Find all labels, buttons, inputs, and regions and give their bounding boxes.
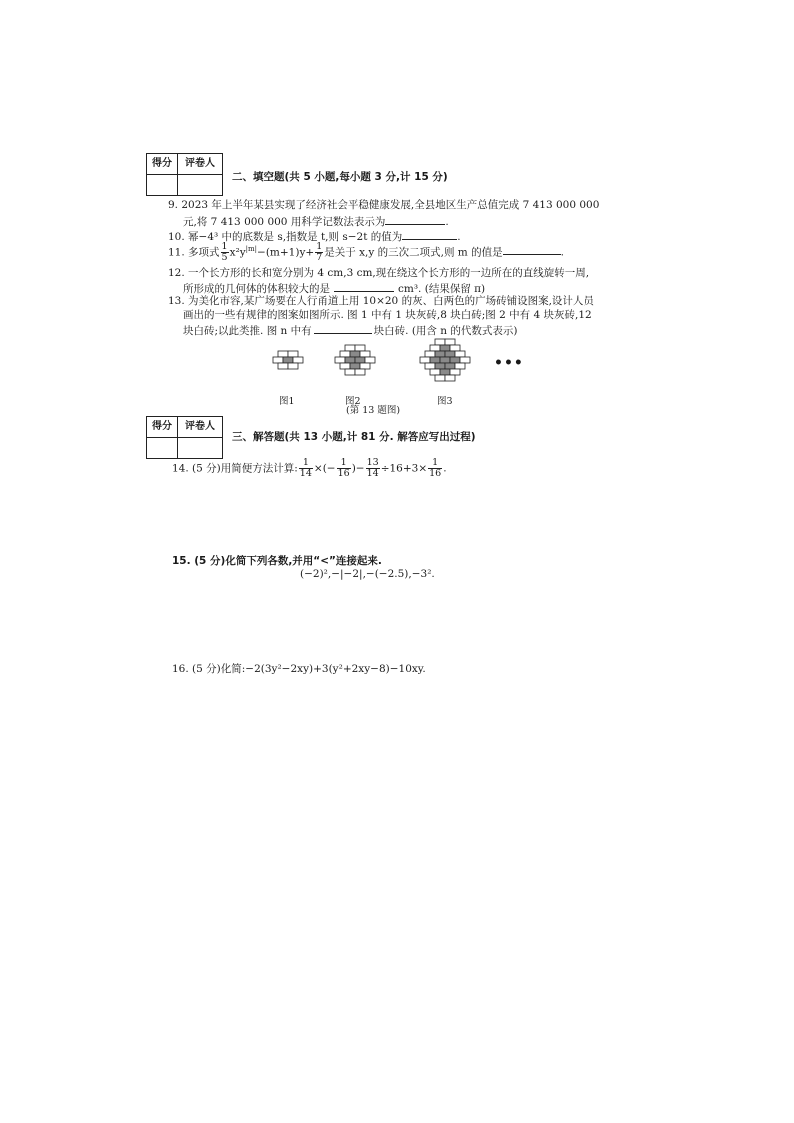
question-13-text: 块白砖;以此类推. 图 n 中有 (183, 325, 312, 337)
white-tile (355, 345, 365, 351)
question-12-text: 所形成的几何体的体积较大的是 (183, 283, 330, 295)
grey-tile (445, 351, 455, 357)
white-tile (293, 357, 303, 363)
score-box-section3 (146, 416, 223, 459)
grey-tile (435, 351, 445, 357)
white-tile (445, 375, 455, 381)
question-14-op1: ×(− (313, 462, 336, 475)
white-tile (335, 357, 345, 363)
figure-3-label: 图3 (437, 396, 453, 407)
white-tile (345, 369, 355, 375)
question-11-exp: |m| (245, 244, 258, 253)
white-tile (278, 351, 288, 357)
fraction-1-14: $\frac{1}{14}$ (299, 457, 312, 479)
white-tile (445, 339, 455, 345)
white-tile (435, 375, 445, 381)
continuation-dots: ••• (494, 355, 524, 371)
answer-blank-10[interactable] (402, 228, 457, 240)
question-10-end: . (457, 231, 461, 243)
grader-label: 评卷人 (178, 417, 223, 438)
score-cell (147, 438, 178, 459)
white-tile (360, 363, 370, 369)
grey-tile (355, 357, 365, 363)
question-11-end: . (560, 246, 564, 259)
white-tile (340, 363, 350, 369)
question-16: 16. (5 分)化简:−2(3y²−2xy)+3(y²+2xy−8)−10xy. (172, 663, 426, 675)
grader-label: 评卷人 (178, 154, 223, 175)
white-tile (460, 357, 470, 363)
question-11 (168, 242, 564, 263)
answer-blank-9[interactable] (385, 213, 445, 225)
question-13-line1: 13. 为美化市容,某广场要在人行甬道上用 10×20 的灰、白两色的广场砖铺设图案,设计人员 (168, 295, 594, 307)
grey-tile (435, 363, 445, 369)
grader-cell (178, 175, 223, 196)
white-tile (435, 339, 445, 345)
question-14-op3: ÷16+3× (380, 462, 428, 475)
white-tile (455, 351, 465, 357)
grey-tile (283, 357, 293, 363)
question-11-term: x²y (229, 246, 246, 259)
white-tile (278, 363, 288, 369)
white-tile (455, 363, 465, 369)
white-tile (450, 345, 460, 351)
white-tile (450, 369, 460, 375)
answer-blank-12[interactable] (334, 280, 394, 292)
question-9-line1: 9. 2023 年上半年某县实现了经济社会平稳健康发展,全县地区生产总值完成 7 413 000 000 (168, 199, 600, 211)
figure-caption: (第 13 题图) (346, 405, 401, 416)
white-tile (360, 351, 370, 357)
question-15-line2: (−2)²,−|−2|,−(−2.5),−3². (300, 568, 435, 580)
question-11-suffix: 是关于 x,y 的三次二项式,则 m 的值是 (324, 246, 503, 259)
grey-tile (350, 351, 360, 357)
answer-blank-13[interactable] (314, 322, 372, 334)
fraction-1-16-b: $\frac{1}{16}$ (429, 457, 442, 479)
white-tile (340, 351, 350, 357)
question-13-line2: 画出的一些有规律的图案如图所示. 图 1 中有 1 块灰砖,8 块白砖;图 2 中有 4 块灰砖,12 (183, 309, 592, 321)
white-tile (355, 369, 365, 375)
question-11-prefix: 11. 多项式 (168, 246, 220, 259)
grey-tile (440, 369, 450, 375)
question-15-line1: 15. (5 分)化简下列各数,并用“<”连接起来. (172, 555, 382, 567)
question-9-line2 (183, 213, 449, 229)
fraction-1-16: $\frac{1}{16}$ (337, 457, 350, 479)
section3-title: 三、解答题(共 13 小题,计 81 分. 解答应写出过程) (232, 431, 476, 443)
figure-1-label: 图1 (279, 396, 295, 407)
fraction-1-5: $\frac{1}{5}$ (221, 241, 228, 263)
white-tile (365, 357, 375, 363)
grey-tile (440, 345, 450, 351)
white-tile (288, 363, 298, 369)
answer-blank-11[interactable] (503, 243, 561, 255)
score-box-section2 (146, 153, 223, 196)
grey-tile (440, 357, 450, 363)
white-tile (420, 357, 430, 363)
grey-tile (450, 357, 460, 363)
question-13-end: 块白砖. (用含 n 的代数式表示) (373, 325, 518, 337)
white-tile (430, 369, 440, 375)
question-12-unit: cm³. (结果保留 π) (398, 283, 486, 295)
grey-tile (350, 363, 360, 369)
grey-tile (430, 357, 440, 363)
white-tile (273, 357, 283, 363)
white-tile (430, 345, 440, 351)
white-tile (345, 345, 355, 351)
score-label: 得分 (147, 154, 178, 175)
grey-tile (345, 357, 355, 363)
white-tile (425, 351, 435, 357)
question-14-end: . (443, 462, 447, 475)
question-9-end: . (445, 216, 449, 228)
fraction-1-7: $\frac{1}{7}$ (316, 241, 323, 263)
question-14 (172, 458, 447, 479)
question-14-op2: )− (351, 462, 365, 475)
grey-tile (445, 363, 455, 369)
white-tile (288, 351, 298, 357)
section2-title: 二、填空题(共 5 小题,每小题 3 分,计 15 分) (232, 171, 448, 183)
score-cell (147, 175, 178, 196)
fraction-13-14: $\frac{13}{14}$ (366, 457, 379, 479)
question-14-prefix: 14. (5 分)用简便方法计算: (172, 462, 298, 475)
question-11-mid: −(m+1)y+ (257, 246, 315, 259)
white-tile (425, 363, 435, 369)
question-12-line1: 12. 一个长方形的长和宽分别为 4 cm,3 cm,现在绕这个长方形的一边所在的直线旋转一周, (168, 267, 590, 279)
figure-2-label: 图2 (345, 396, 361, 407)
grader-cell (178, 438, 223, 459)
question-9-text: 元,将 7 413 000 000 用科学记数法表示为 (183, 216, 386, 228)
question-10-text: 10. 幂−4³ 中的底数是 s,指数是 t,则 s−2t 的值为 (168, 231, 403, 243)
score-label: 得分 (147, 417, 178, 438)
